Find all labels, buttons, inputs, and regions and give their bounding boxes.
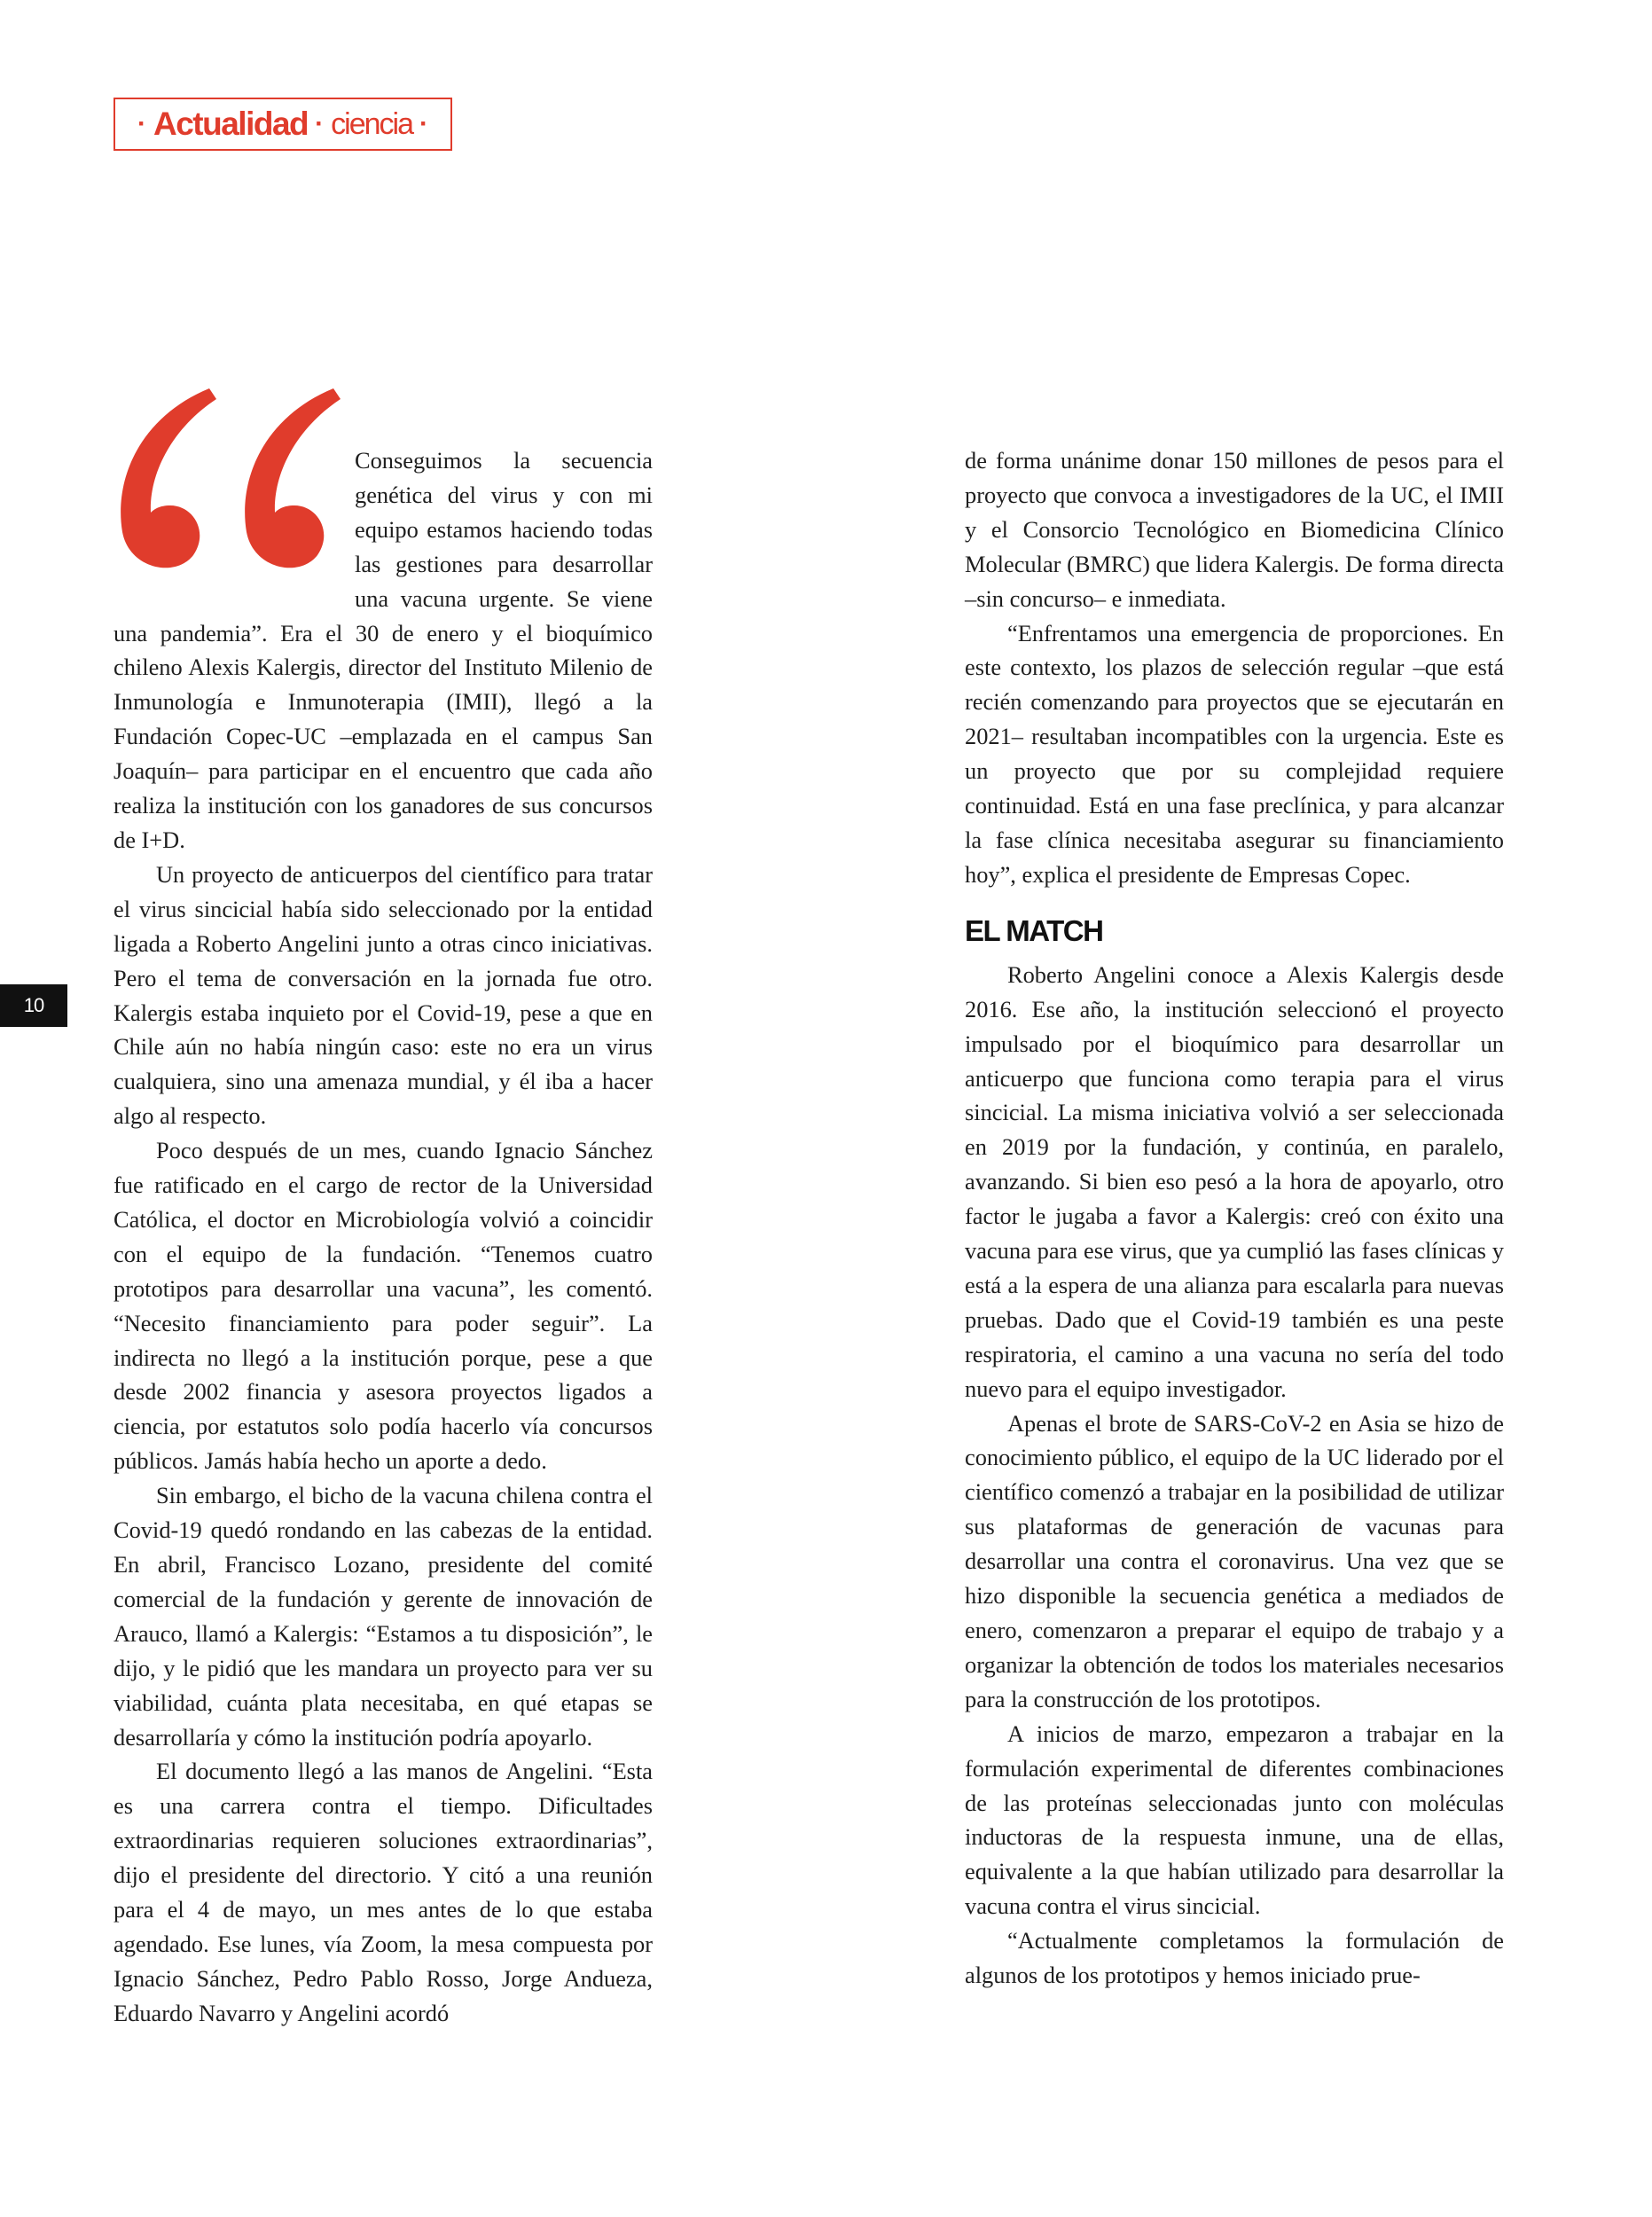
page-number: 10 — [0, 984, 67, 1027]
article-left-column — [114, 443, 653, 2031]
paragraph: Poco después de un mes, cuando Ignacio Sánchez fue ratificado en el cargo de rector de la Universidad Católica, el doctor en Microbiología volvió a coincidir con el equipo de la fundación. “Tenemos cuatro prototipos para desarrollar una vacuna”, les comentó. “Necesito financiamiento para poder seguir”. La indirecta no llegó a la institución porque, pese a que desde 2002 financia y asesora proyectos ligados a ciencia, por estatutos solo podía hacerlo vía concursos públicos. Jamás había hecho un aporte a dedo. — [114, 1137, 653, 1475]
separator-dot: · — [137, 109, 146, 138]
paragraph: “Enfrentamos una emergencia de proporciones. En este contexto, los plazos de selección regular –que está recién comenzando para proyectos que se ejecutarán en 2021– resultaban incompatibles con la urgencia. Este es un proyecto que por su complejidad requiere continuidad. Está en una fase preclínica, y para alcanzar la fase clínica necesitaba asegurar su financiamiento hoy”, explica el presidente de Empresas Copec. — [965, 619, 1504, 888]
paragraph: A inicios de marzo, empezaron a trabajar en la formulación experimental de diferentes combinaciones de las proteínas seleccionadas junto con moléculas inductoras de la respuesta inmune, una de ellas, equivalente a la que habían utilizado para desarrollar la vacuna contra el virus sincicial. — [965, 1720, 1504, 1920]
paragraph: Sin embargo, el bicho de la vacuna chilena contra el Covid-19 quedó rondando en las cabezas de la entidad. En abril, Francisco Lozano, presidente del comité comercial de la fundación y gerente de innovación de Arauco, llamó a Kalergis: “Estamos a tu disposición”, le dijo, y le pidió que les mandara un proyecto para ver su viabilidad, cuánta plata necesitaba, en qué etapas se desarrollaría y cómo la institución podría apoyarlo. — [114, 1482, 653, 1751]
section-tag — [114, 98, 452, 151]
paragraph: “Actualmente completamos la formulación de algunos de los prototipos y hemos iniciado prue- — [965, 1927, 1504, 1989]
article-right-column — [965, 443, 1504, 1993]
paragraph: de forma unánime donar 150 millones de pesos para el proyecto que convoca a investigadores de la UC, el IMII y el Consorcio Tecnológico en Biomedicina Clínico Molecular (BMRC) que lidera Kalergis. De forma directa –sin concurso– e inmediata. — [965, 447, 1504, 612]
paragraph: Un proyecto de anticuerpos del científico para tratar el virus sincicial había sido seleccionado por la entidad ligada a Roberto Angelini junto a otras cinco iniciativas. Pero el tema de conversación en la jornada fue otro. Kalergis estaba inquieto por el Covid-19, pese a que en Chile aún no había ningún caso: este no era un virus cualquiera, sino una amenaza mundial, y él iba a hacer algo al respecto. — [114, 860, 653, 1130]
paragraph: Roberto Angelini conoce a Alexis Kalergis desde 2016. Ese año, la institución seleccionó el proyecto impulsado por el bioquímico para desarrollar un anticuerpo que funciona como terapia para el virus sincicial. La misma iniciativa volvió a ser seleccionada en 2019 por la fundación, y continúa, en paralelo, avanzando. Si bien eso pesó a la hora de apoyarlo, otro factor le jugaba a favor a Kalergis: creó con éxito una vacuna para ese virus, que ya cumplió las fases clínicas y está a la espera de una alianza para escalarla para nuevas pruebas. Dado que el Covid-19 también es una peste respiratoria, el camino a una vacuna no sería del todo nuevo para el equipo investigador. — [965, 960, 1504, 1402]
section-label: Actualidad — [153, 106, 309, 142]
paragraph: El documento llegó a las manos de Angelini. “Esta es una carrera contra el tiempo. Dificultades extraordinarias requieren soluciones extraordinarias”, dijo el presidente del directorio. Y citó a una reunión para el 4 de mayo, un mes antes de lo que estaba agendado. Ese lunes, vía Zoom, la mesa compuesta por Ignacio Sánchez, Pedro Pablo Rosso, Jorge Andueza, Eduardo Navarro y Angelini acordó — [114, 1758, 653, 2026]
separator-dot: · — [315, 109, 325, 138]
subsection-label: ciencia — [331, 106, 412, 141]
paragraph: Apenas el brote de SARS-CoV-2 en Asia se hizo de conocimiento público, el equipo de la UC liderado por el científico comenzó a trabajar en la posibilidad de utilizar sus plataformas de generación de vacunas para desarrollar una contra el coronavirus. Una vez que se hizo disponible la secuencia genética a mediados de enero, comenzaron a preparar el equipo de trabajo y a organizar la obtención de todos los materiales necesarios para la construcción de los prototipos. — [965, 1409, 1504, 1712]
subheading: EL MATCH — [965, 913, 1103, 947]
paragraph: Conseguimos la secuencia genética del virus y con mi equipo estamos haciendo todas las gestiones para desarrollar una vacuna urgente. Se viene una pandemia”. Era el 30 de enero y el bioquímico chileno Alexis Kalergis, director del Instituto Milenio de Inmunología e Inmunoterapia (IMII), llegó a la Fundación Copec-UC –emplazada en el campus San Joaquín– para participar en el encuentro que cada año realiza la institución con los ganadores de sus concursos de I+D. — [114, 447, 653, 853]
separator-dot: · — [419, 109, 428, 138]
